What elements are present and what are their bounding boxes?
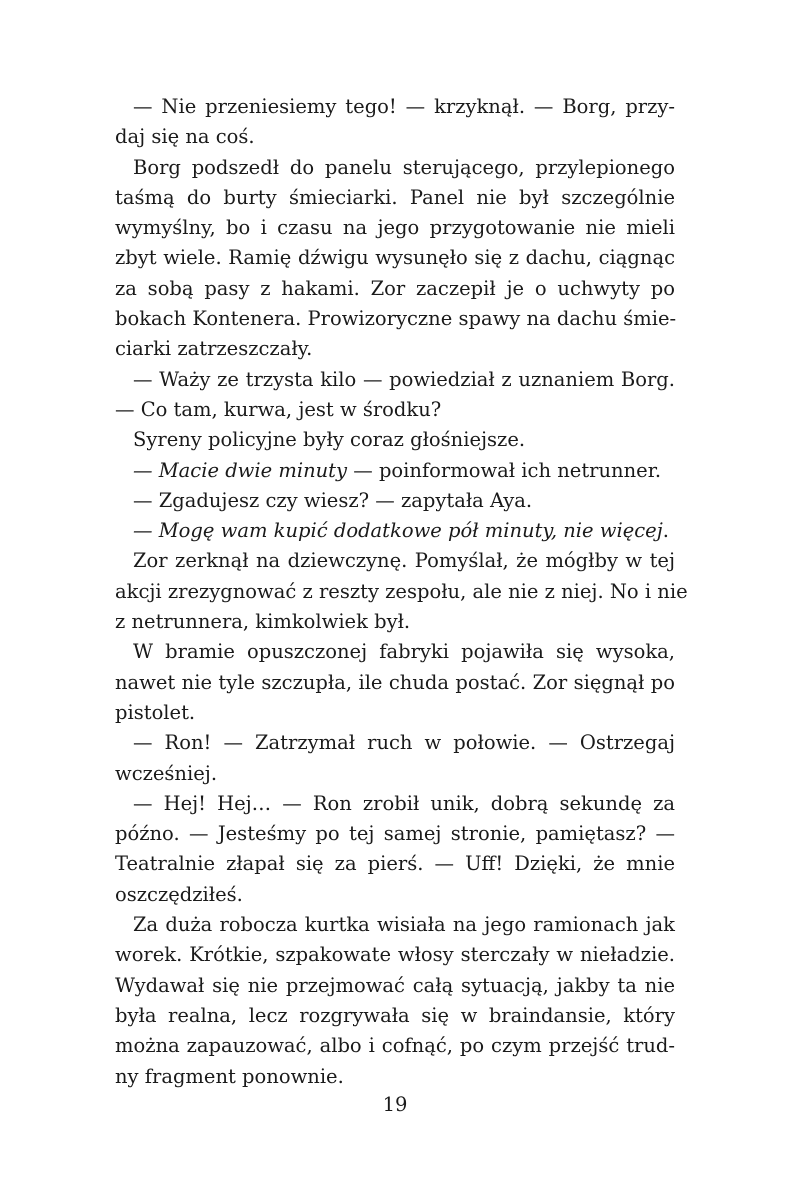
text-line	[115, 759, 675, 789]
text-run: Syreny policyjne były coraz głośniejsze.	[133, 428, 526, 452]
text-run: — poinformował ich netrunner.	[347, 458, 662, 482]
text-run: oszczędziłeś.	[115, 882, 243, 906]
text-run: pistolet.	[115, 700, 196, 724]
text-line	[115, 213, 675, 243]
text-run: zbyt wiele. Ramię dźwigu wysunęło się z dachu, ciągnąc	[115, 246, 675, 270]
text-line	[115, 577, 688, 607]
text-line	[115, 243, 675, 273]
text-run: bokach Kontenera. Prowizoryczne spawy na dachu śmie-	[115, 307, 677, 331]
paragraph	[115, 365, 675, 426]
text-run: Wydawał się nie przejmować całą sytuacją, jakby ta nie	[115, 973, 675, 997]
page-number: 19	[382, 1093, 408, 1116]
text-run: — Zgadujesz czy wiesz? — zapytała Aya.	[133, 488, 533, 512]
text-line	[115, 274, 675, 304]
page-body	[115, 92, 688, 1092]
text-line	[115, 1062, 675, 1092]
paragraph	[115, 637, 675, 728]
text-line	[115, 728, 675, 758]
text-line	[115, 637, 675, 667]
text-run: Mogę wam kupić dodatkowe pół minuty, nie więcej	[158, 519, 663, 543]
paragraph	[115, 153, 675, 365]
text-run: .	[662, 519, 669, 543]
text-run: worek. Krótkie, szpakowate włosy sterczały w nieładzie.	[115, 943, 675, 967]
text-line	[115, 1031, 675, 1061]
text-run: Za duża robocza kurtka wisiała na jego ramionach jak	[133, 913, 675, 937]
paragraph	[115, 425, 675, 455]
text-line	[115, 849, 675, 879]
text-run: z netrunnera, kimkolwiek był.	[115, 610, 411, 634]
text-run: Macie dwie minuty	[158, 458, 348, 482]
text-run: —	[133, 519, 159, 543]
text-line	[115, 425, 675, 455]
text-line	[115, 971, 675, 1001]
text-run: nawet nie tyle szczupła, ile chuda postać. Zor sięgnął po	[115, 670, 675, 694]
text-run: akcji zrezygnować z reszty zespołu, ale nie z niej. No i nie	[115, 579, 688, 603]
text-run: Teatralnie złapał się za pierś. — Uff! Dzięki, że mnie	[115, 852, 675, 876]
text-run: można zapauzować, albo i cofnąć, po czym przejść trud-	[115, 1034, 675, 1058]
paragraph	[115, 728, 675, 789]
text-run: daj się na coś.	[115, 125, 255, 149]
text-line	[115, 304, 675, 334]
text-run: — Ron! — Zatrzymał ruch w połowie. — Ostrzegaj	[133, 731, 675, 755]
text-line	[115, 486, 675, 516]
text-line	[115, 334, 675, 364]
text-line	[115, 698, 675, 728]
text-line	[115, 880, 675, 910]
text-line	[115, 456, 675, 486]
text-run: — Nie przeniesiemy tego! — krzyknął. — Borg, przy-	[133, 95, 675, 118]
text-line	[115, 92, 675, 122]
text-line	[115, 183, 675, 213]
paragraph	[115, 910, 675, 1092]
text-line	[115, 153, 675, 183]
text-run: —	[133, 458, 159, 482]
text-line	[115, 668, 675, 698]
paragraph	[115, 546, 688, 637]
text-run: W bramie opuszczonej fabryki pojawiła się wysoka,	[133, 640, 675, 664]
text-run: — Waży ze trzysta kilo — powiedział z uznaniem Borg.	[133, 367, 675, 391]
text-line	[115, 122, 675, 152]
text-run: wcześniej.	[115, 761, 218, 785]
text-run: ny fragment ponownie.	[115, 1064, 344, 1088]
text-run: ciarki zatrzeszczały.	[115, 337, 313, 361]
text-run: Borg podszedł do panelu sterującego, przylepionego	[133, 155, 675, 179]
text-line	[115, 546, 675, 576]
paragraph	[115, 516, 675, 546]
text-line	[115, 819, 675, 849]
text-run: — Co tam, kurwa, jest w środku?	[115, 397, 442, 421]
text-run: była realna, lecz rozgrywała się w braindansie, który	[115, 1003, 675, 1027]
text-line	[115, 1001, 675, 1031]
text-line	[115, 607, 675, 637]
text-run: późno. — Jesteśmy po tej samej stronie, pamiętasz? —	[115, 822, 675, 846]
text-run: wymyślny, bo i czasu na jego przygotowanie nie mieli	[115, 216, 675, 240]
text-run: za sobą pasy z hakami. Zor zaczepił je o uchwyty po	[115, 276, 675, 300]
paragraph	[115, 456, 675, 486]
text-run: Zor zerknął na dziewczynę. Pomyślał, że mógłby w tej	[133, 549, 675, 573]
text-line	[115, 516, 675, 546]
text-line	[115, 395, 675, 425]
paragraph	[115, 92, 675, 153]
text-line	[115, 910, 675, 940]
text-line	[115, 789, 675, 819]
paragraph	[115, 486, 675, 516]
paragraph	[115, 789, 675, 910]
text-line	[115, 940, 675, 970]
text-line	[115, 365, 675, 395]
text-run: — Hej! Hej… — Ron zrobił unik, dobrą sekundę za	[133, 791, 675, 815]
text-run: taśmą do burty śmieciarki. Panel nie był szczególnie	[115, 185, 675, 209]
